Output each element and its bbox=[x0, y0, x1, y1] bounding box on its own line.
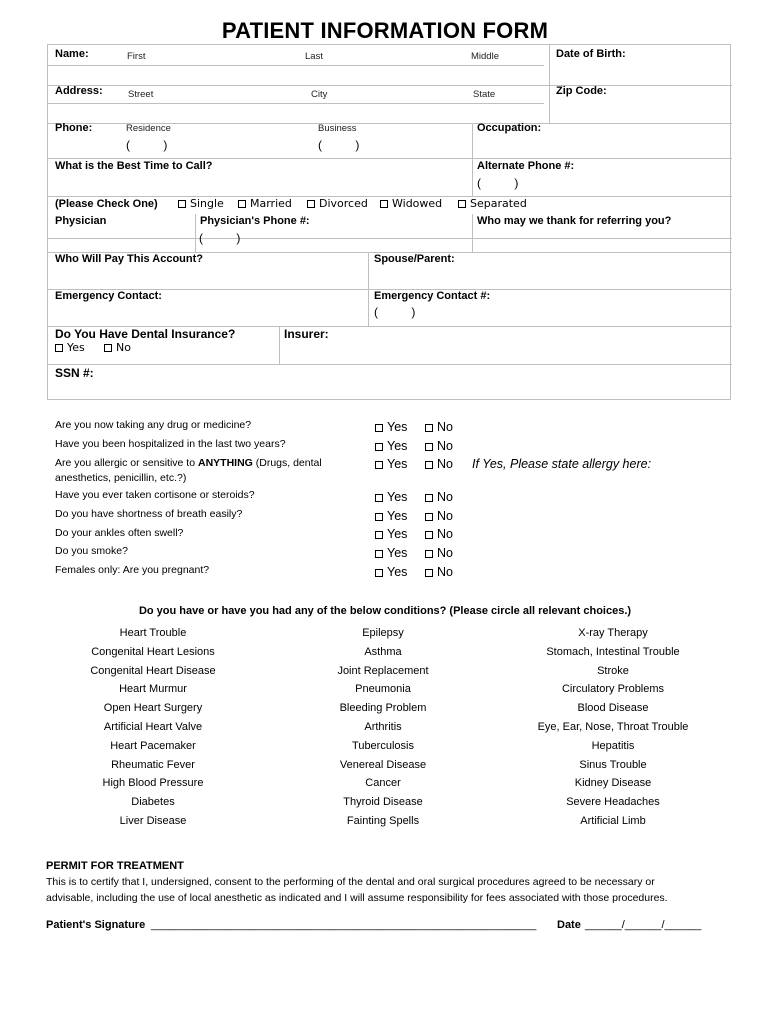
marital-widowed-checkbox[interactable]: Widowed bbox=[380, 197, 442, 210]
checkbox-square-icon bbox=[425, 424, 433, 432]
checkbox-square-icon bbox=[458, 200, 466, 208]
checkbox-square-icon bbox=[178, 200, 186, 208]
condition-item[interactable]: Diabetes bbox=[131, 796, 175, 809]
condition-item[interactable]: Sinus Trouble bbox=[579, 758, 647, 771]
pregnant-yes-checkbox[interactable]: Yes bbox=[375, 565, 407, 579]
business-phone-field[interactable]: ( ) bbox=[318, 138, 360, 152]
date-label: Date bbox=[557, 919, 581, 931]
name-field[interactable] bbox=[48, 65, 543, 83]
condition-item[interactable]: Artificial Heart Valve bbox=[103, 721, 203, 733]
question-allergic-text: Are you allergic or sensitive to ANYTHING (Drugs, dental bbox=[55, 457, 322, 469]
marital-separated-checkbox[interactable]: Separated bbox=[458, 197, 527, 210]
ssn-label: SSN #: bbox=[55, 366, 94, 380]
condition-item[interactable]: Blood Disease bbox=[577, 702, 649, 715]
drug-yes-checkbox[interactable]: Yes bbox=[375, 420, 407, 434]
condition-item[interactable]: Rheumatic Fever bbox=[111, 758, 195, 771]
condition-item[interactable]: Asthma bbox=[364, 645, 402, 658]
referral-field[interactable] bbox=[472, 230, 730, 250]
condition-item[interactable]: Artificial Limb bbox=[580, 815, 646, 827]
condition-item[interactable]: Arthritis bbox=[364, 721, 402, 733]
payer-label: Who Will Pay This Account? bbox=[55, 253, 203, 265]
smoke-yes-checkbox[interactable]: Yes bbox=[375, 546, 407, 560]
best-time-field[interactable] bbox=[48, 173, 470, 195]
smoke-no-checkbox[interactable]: No bbox=[425, 546, 453, 560]
condition-item[interactable]: Stomach, Intestinal Trouble bbox=[546, 645, 680, 658]
permit-text-line1: This is to certify that I, undersigned, consent to the performing of the dental and oral surgical procedures agreed to be necessary or bbox=[46, 876, 655, 888]
condition-item[interactable]: Fainting Spells bbox=[346, 815, 420, 827]
residence-phone-field[interactable]: ( ) bbox=[126, 138, 168, 152]
checkbox-square-icon bbox=[425, 443, 433, 451]
condition-item[interactable]: High Blood Pressure bbox=[102, 777, 204, 790]
permit-text-line2: advisable, including the use of local anesthetic as indicated and I will assume responsibility for fees associated with those procedures. bbox=[46, 892, 668, 904]
condition-item[interactable]: Heart Murmur bbox=[119, 683, 187, 696]
cortisone-no-checkbox[interactable]: No bbox=[425, 490, 453, 504]
cortisone-yes-checkbox[interactable]: Yes bbox=[375, 490, 407, 504]
marital-status-label: (Please Check One) bbox=[55, 198, 158, 210]
condition-item[interactable]: Heart Trouble bbox=[119, 627, 187, 639]
physician-field[interactable] bbox=[48, 230, 193, 250]
condition-item[interactable]: Tuberculosis bbox=[352, 739, 414, 752]
emergency-contact-label: Emergency Contact: bbox=[55, 290, 162, 302]
marital-divorced-checkbox[interactable]: Divorced bbox=[307, 197, 368, 210]
checkbox-square-icon bbox=[375, 531, 383, 539]
address-label: Address: bbox=[55, 85, 103, 97]
question-ankles-text: Do your ankles often swell? bbox=[55, 527, 184, 539]
allergy-prompt: If Yes, Please state allergy here: bbox=[472, 457, 652, 471]
emergency-phone-field[interactable]: ( ) bbox=[374, 305, 416, 319]
phone-label: Phone: bbox=[55, 122, 93, 134]
alt-phone-field[interactable]: ( ) bbox=[477, 176, 519, 190]
condition-item[interactable]: Severe Headaches bbox=[566, 796, 660, 809]
marital-married-checkbox[interactable]: Married bbox=[238, 197, 292, 210]
condition-item[interactable]: Liver Disease bbox=[119, 815, 187, 827]
checkbox-square-icon bbox=[375, 443, 383, 451]
signature-field[interactable]: _______________________________________________________________ bbox=[151, 919, 537, 931]
condition-item[interactable]: Cancer bbox=[365, 777, 401, 790]
page-title: PATIENT INFORMATION FORM bbox=[221, 18, 549, 43]
question-drug-text: Are you now taking any drug or medicine? bbox=[55, 419, 252, 431]
condition-item[interactable]: Congenital Heart Disease bbox=[90, 664, 216, 677]
checkbox-square-icon bbox=[238, 200, 246, 208]
zip-field[interactable] bbox=[550, 103, 730, 121]
checkbox-square-icon bbox=[375, 494, 383, 502]
condition-item[interactable]: Venereal Disease bbox=[339, 758, 427, 771]
name-label: Name: bbox=[55, 48, 89, 60]
checkbox-square-icon bbox=[55, 344, 63, 352]
referral-label: Who may we thank for referring you? bbox=[477, 215, 672, 227]
marital-single-checkbox[interactable]: Single bbox=[178, 197, 224, 210]
condition-item[interactable]: Bleeding Problem bbox=[339, 702, 427, 715]
middle-name-sublabel: Middle bbox=[471, 51, 499, 62]
condition-item[interactable]: Pneumonia bbox=[355, 683, 411, 696]
checkbox-square-icon bbox=[425, 494, 433, 502]
insurer-label: Insurer: bbox=[284, 327, 329, 341]
condition-item[interactable]: Congenital Heart Lesions bbox=[91, 645, 215, 658]
checkbox-square-icon bbox=[375, 461, 383, 469]
spouse-field[interactable] bbox=[369, 267, 730, 287]
condition-item[interactable]: Circulatory Problems bbox=[561, 683, 665, 696]
allergic-yes-checkbox[interactable]: Yes bbox=[375, 457, 407, 471]
first-name-sublabel: First bbox=[127, 51, 146, 62]
condition-item[interactable]: Kidney Disease bbox=[574, 777, 652, 790]
hospitalized-no-checkbox[interactable]: No bbox=[425, 439, 453, 453]
best-time-label: What is the Best Time to Call? bbox=[55, 160, 213, 172]
dental-insurance-no-checkbox[interactable]: No bbox=[104, 341, 131, 354]
condition-item[interactable]: Epilepsy bbox=[362, 627, 404, 639]
breath-yes-checkbox[interactable]: Yes bbox=[375, 509, 407, 523]
conditions-heading: Do you have or have you had any of the below conditions? (Please circle all relevant choices.) bbox=[138, 605, 632, 617]
question-breath-text: Do you have shortness of breath easily? bbox=[55, 508, 243, 520]
street-sublabel: Street bbox=[128, 89, 154, 100]
last-name-sublabel: Last bbox=[305, 51, 323, 62]
condition-item[interactable]: Joint Replacement bbox=[337, 664, 429, 677]
occupation-label: Occupation: bbox=[477, 122, 542, 134]
insurer-field[interactable] bbox=[280, 342, 730, 362]
question-allergic-text-line2: anesthetics, penicillin, etc.?) bbox=[55, 472, 187, 484]
checkbox-square-icon bbox=[375, 550, 383, 558]
dob-label: Date of Birth: bbox=[556, 48, 626, 60]
checkbox-square-icon bbox=[425, 513, 433, 521]
question-hospitalized-text: Have you been hospitalized in the last two years? bbox=[55, 438, 286, 450]
condition-item[interactable]: Open Heart Surgery bbox=[103, 702, 203, 715]
physician-phone-field[interactable]: ( ) bbox=[199, 231, 241, 245]
zip-label: Zip Code: bbox=[556, 85, 607, 97]
dob-field[interactable] bbox=[550, 65, 730, 83]
condition-item[interactable]: Stroke bbox=[597, 664, 629, 677]
question-cortisone-text: Have you ever taken cortisone or steroids? bbox=[55, 489, 255, 501]
condition-item[interactable]: X-ray Therapy bbox=[578, 627, 648, 639]
city-sublabel: City bbox=[311, 89, 328, 100]
ssn-field[interactable] bbox=[48, 380, 730, 398]
payer-field[interactable] bbox=[48, 267, 366, 287]
residence-sublabel: Residence bbox=[126, 123, 171, 134]
state-sublabel: State bbox=[473, 89, 496, 100]
condition-item[interactable]: Hepatitis bbox=[591, 739, 635, 752]
checkbox-square-icon bbox=[104, 344, 112, 352]
condition-item[interactable]: Thyroid Disease bbox=[343, 796, 423, 809]
allergic-no-checkbox[interactable]: No bbox=[425, 457, 453, 471]
emergency-phone-label: Emergency Contact #: bbox=[374, 290, 491, 302]
pregnant-no-checkbox[interactable]: No bbox=[425, 565, 453, 579]
permit-heading: PERMIT FOR TREATMENT bbox=[46, 860, 184, 872]
checkbox-square-icon bbox=[425, 531, 433, 539]
physician-phone-label: Physician's Phone #: bbox=[200, 215, 310, 227]
drug-no-checkbox[interactable]: No bbox=[425, 420, 453, 434]
condition-item[interactable]: Heart Pacemaker bbox=[110, 739, 196, 752]
checkbox-square-icon bbox=[375, 569, 383, 577]
emergency-contact-field[interactable] bbox=[48, 304, 366, 324]
breath-no-checkbox[interactable]: No bbox=[425, 509, 453, 523]
business-sublabel: Business bbox=[318, 123, 357, 134]
occupation-field[interactable] bbox=[472, 136, 730, 156]
checkbox-square-icon bbox=[375, 424, 383, 432]
question-smoke-text: Do you smoke? bbox=[55, 545, 128, 557]
checkbox-square-icon bbox=[307, 200, 315, 208]
address-field[interactable] bbox=[48, 103, 543, 121]
question-pregnant-text: Females only: Are you pregnant? bbox=[55, 564, 210, 576]
spouse-label: Spouse/Parent: bbox=[374, 253, 455, 265]
hospitalized-yes-checkbox[interactable]: Yes bbox=[375, 439, 407, 453]
checkbox-square-icon bbox=[375, 513, 383, 521]
checkbox-square-icon bbox=[380, 200, 388, 208]
condition-item[interactable]: Eye, Ear, Nose, Throat Trouble bbox=[537, 721, 689, 733]
date-field[interactable]: ______/______/______ bbox=[585, 919, 702, 931]
ankles-yes-checkbox[interactable]: Yes bbox=[375, 527, 407, 541]
physician-label: Physician bbox=[55, 215, 107, 227]
checkbox-square-icon bbox=[425, 569, 433, 577]
dental-insurance-yes-checkbox[interactable]: Yes bbox=[55, 341, 85, 354]
checkbox-square-icon bbox=[425, 461, 433, 469]
checkbox-square-icon bbox=[425, 550, 433, 558]
dental-insurance-label: Do You Have Dental Insurance? bbox=[55, 327, 236, 341]
alt-phone-label: Alternate Phone #: bbox=[477, 160, 575, 172]
ankles-no-checkbox[interactable]: No bbox=[425, 527, 453, 541]
signature-label: Patient's Signature bbox=[46, 919, 146, 931]
